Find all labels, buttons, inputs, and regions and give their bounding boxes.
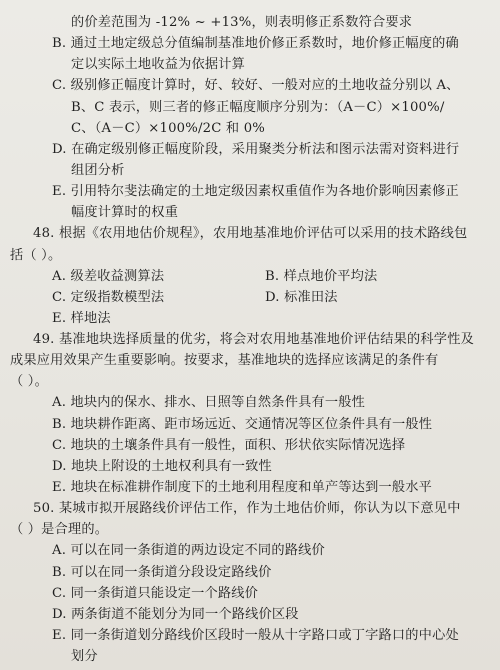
option-50-e: 划分 bbox=[71, 649, 98, 664]
text-line: 组团分析 bbox=[71, 162, 125, 178]
option-48-d: D. 标准田法 bbox=[265, 289, 338, 305]
text-line: C. 级别修正幅度计算时，好、较好、一般对应的土地收益分别以 A、 bbox=[52, 78, 460, 94]
option-49-d: D. 地块上附设的土地权利具有一致性 bbox=[52, 458, 272, 474]
text-line: B、C 表示，则三者的修正幅度顺序分别为：（A－C）×100%/ bbox=[71, 99, 445, 115]
question-49-stem: 49. 基准地块选择质量的优劣，将会对农用地基准地价评估结果的科学性及 bbox=[33, 332, 474, 347]
question-50-stem: 50. 某城市拟开展路线价评估工作，作为土地估价师，你认为以下意见中 bbox=[33, 501, 461, 517]
option-48-c: C. 定级指数模型法 bbox=[52, 289, 165, 305]
question-48-stem: 括（ ）。 bbox=[10, 247, 62, 263]
question-49-stem: 成果应用效果产生重要影响。按要求，基准地块的选择应该满足的条件有 bbox=[10, 353, 439, 369]
text-line: 幅度计算时的权重 bbox=[71, 205, 179, 221]
text-line: E. 引用特尔斐法确定的土地定级因素权重值作为各地价影响因素修正 bbox=[52, 184, 459, 200]
option-50-c: C. 同一条街道只能设定一个路线价 bbox=[52, 585, 259, 601]
option-49-e: E. 地块在标准耕作制度下的土地利用程度和单产等达到一般水平 bbox=[52, 479, 433, 495]
option-48-e: E. 样地法 bbox=[52, 310, 111, 326]
option-48-b: B. 样点地价平均法 bbox=[265, 268, 378, 284]
option-50-d: D. 两条街道不能划分为同一个路线价区段 bbox=[52, 606, 299, 622]
option-50-e: E. 同一条街道划分路线价区段时一般从十字路口或丁字路口的中心处 bbox=[52, 627, 459, 643]
text-line: D. 在确定级别修正幅度阶段，采用聚类分析法和图示法需对资料进行 bbox=[52, 141, 460, 157]
option-48-a: A. 级差收益测算法 bbox=[52, 268, 165, 284]
option-49-c: C. 地块的土壤条件具有一般性，面积、形状依实际情况选择 bbox=[52, 437, 406, 453]
question-50-stem: （ ）是合理的。 bbox=[10, 522, 109, 538]
text-line: 的价差范围为 -12% ~ +13%，则表明修正系数符合要求 bbox=[71, 15, 413, 30]
option-49-b: B. 地块耕作距离、距市场远近、交通情况等区位条件具有一般性 bbox=[52, 416, 433, 432]
text-line: 定以实际土地收益为依据计算 bbox=[71, 57, 246, 73]
option-50-a: A. 可以在同一条街道的两边设定不同的路线价 bbox=[52, 543, 325, 559]
option-49-a: A. 地块内的保水、排水、日照等自然条件具有一般性 bbox=[52, 395, 366, 411]
text-line: C、（A－C）×100%/2C 和 0% bbox=[71, 120, 266, 136]
question-49-stem: （ ）。 bbox=[10, 374, 48, 390]
text-line: B. 通过土地定级总分值编制基准地价修正系数时，地价修正幅度的确 bbox=[52, 36, 459, 52]
option-50-b: B. 可以在同一条街道分段设定路线价 bbox=[52, 564, 272, 580]
question-48-stem: 48. 根据《农用地估价规程》，农用地基准地价评估可以采用的技术路线包 bbox=[33, 226, 468, 242]
